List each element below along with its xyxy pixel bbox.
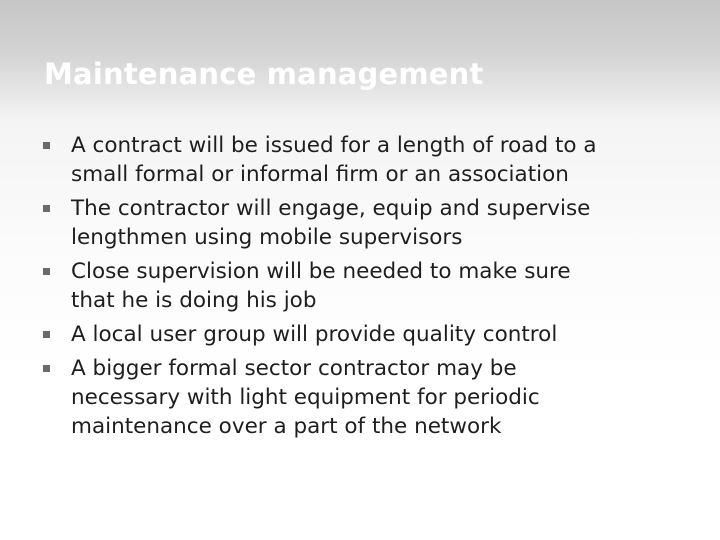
bullet-text-line: that he is doing his job <box>71 288 317 313</box>
square-bullet-icon <box>43 142 50 149</box>
bullet-text-line: A local user group will provide quality control <box>71 322 558 347</box>
square-bullet-icon <box>43 331 50 338</box>
bullet-text-line: The contractor will engage, equip and supervise <box>71 196 591 221</box>
bullet-item <box>0 257 691 315</box>
bullet-text-line: A contract will be issued for a length of road to a <box>71 133 597 158</box>
bullet-text-line: small formal or informal firm or an association <box>71 162 569 187</box>
square-bullet-icon <box>43 205 50 212</box>
bullet-text-line: A bigger formal sector contractor may be <box>71 356 517 381</box>
bullet-item <box>0 131 691 189</box>
bullet-item <box>0 194 691 252</box>
bullet-text-line: necessary with light equipment for periodic <box>71 385 540 410</box>
bullet-item <box>0 320 691 349</box>
bullet-text-line: Close supervision will be needed to make sure <box>71 259 571 284</box>
square-bullet-icon <box>43 268 50 275</box>
slide-title: Maintenance management <box>44 57 484 91</box>
bullet-text-line: lengthmen using mobile supervisors <box>71 225 463 250</box>
square-bullet-icon <box>43 365 50 372</box>
bullet-list <box>0 131 691 446</box>
bullet-text-line: maintenance over a part of the network <box>71 414 502 439</box>
bullet-item <box>0 354 691 441</box>
